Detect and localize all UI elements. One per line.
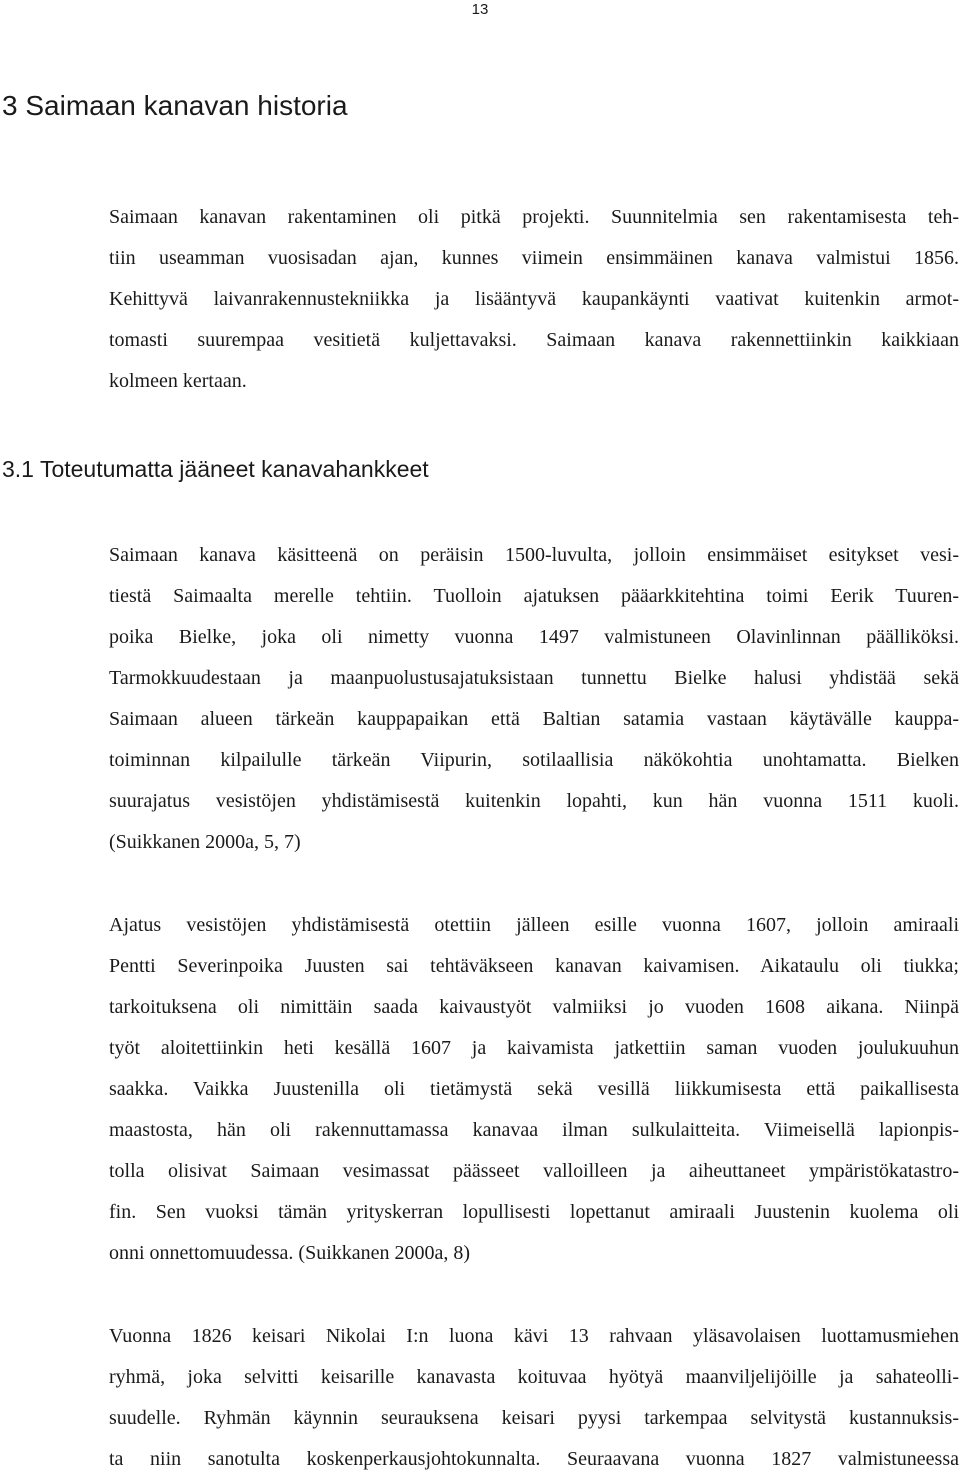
text-line: onni onnettomuudessa. (Suikkanen 2000a, 8) xyxy=(109,1242,471,1264)
text-line: tolla olisivat Saimaan vesimassat päässeet valloilleen ja aiheuttaneet ympäristökatastro- xyxy=(109,1160,959,1182)
text-line: työt aloitettiinkin heti kesällä 1607 ja kaivamista jatkettiin saman vuoden joulukuuhun xyxy=(109,1037,959,1059)
text-line: maastosta, hän oli rakennuttamassa kanavaa ilman sulkulaitteita. Viimeisellä lapionpis- xyxy=(109,1119,959,1141)
text-line: Kehittyvä laivanrakennustekniikka ja lisääntyvä kaupankäynti vaativat kuitenkin armot- xyxy=(109,288,959,310)
text-line: Saimaan kanava käsitteenä on peräisin 1500-luvulta, jolloin ensimmäiset esitykset vesi- xyxy=(109,544,959,566)
text-line: tomasti suurempaa vesitietä kuljettavaksi. Saimaan kanava rakennettiinkin kaikkiaan xyxy=(109,329,959,351)
text-line: (Suikkanen 2000a, 5, 7) xyxy=(109,831,301,853)
paragraph-nikolai xyxy=(109,1316,959,1480)
paragraph-intro xyxy=(109,197,959,402)
text-line: Pentti Severinpoika Juusten sai tehtäväkseen kanavan kaivamisen. Aikataulu oli tiukka; xyxy=(109,955,959,977)
text-line: suurajatus vesistöjen yhdistämisestä kuitenkin lopahti, kun hän vuonna 1511 kuoli. xyxy=(109,790,959,812)
chapter-title: 3 Saimaan kanavan historia xyxy=(2,90,348,121)
text-line: Ajatus vesistöjen yhdistämisestä otettiin jälleen esille vuonna 1607, jolloin amiraali xyxy=(109,914,959,936)
paragraph-juusten xyxy=(109,905,959,1274)
text-line: toiminnan kilpailulle tärkeän Viipurin, sotilaallisia näkökohtia unohtamatta. Bielken xyxy=(109,749,959,771)
text-line: poika Bielke, joka oli nimetty vuonna 1497 valmistuneen Olavinlinnan päälliköksi. xyxy=(109,626,959,648)
text-line: Saimaan kanavan rakentaminen oli pitkä projekti. Suunnitelmia sen rakentamisesta teh- xyxy=(109,206,959,228)
text-line: kolmeen kertaan. xyxy=(109,370,247,392)
page-number: 13 xyxy=(471,1,489,18)
text-line: saakka. Vaikka Juustenilla oli tietämystä sekä vesillä liikkumisesta että paikallisesta xyxy=(109,1078,959,1100)
text-line: Saimaan alueen tärkeän kauppapaikan että Baltian satamia vastaan käytävälle kauppa- xyxy=(109,708,959,730)
paragraph-bielke xyxy=(109,535,959,863)
text-line: ta niin sanotulta koskenperkausjohtokunnalta. Seuraavana vuonna 1827 valmistuneessa xyxy=(109,1448,959,1470)
text-line: ryhmä, joka selvitti keisarille kanavasta koituvaa hyötyä maanviljelijöille ja sahateolli- xyxy=(109,1366,959,1388)
text-line: Tarmokkuudestaan ja maanpuolustusajatuksistaan tunnettu Bielke halusi yhdistää sekä xyxy=(109,667,959,689)
text-line: tarkoituksena oli nimittäin saada kaivaustyöt valmiiksi jo vuoden 1608 aikana. Niinpä xyxy=(109,996,959,1018)
section-title: 3.1 Toteutumatta jääneet kanavahankkeet xyxy=(2,456,429,482)
text-line: suudelle. Ryhmän käynnin seurauksena keisari pyysi tarkempaa selvitystä kustannuksis- xyxy=(109,1407,959,1429)
text-line: Vuonna 1826 keisari Nikolai I:n luona kävi 13 rahvaan yläsavolaisen luottamusmiehen xyxy=(109,1325,959,1347)
text-line: tiin useamman vuosisadan ajan, kunnes viimein ensimmäinen kanava valmistui 1856. xyxy=(109,247,959,269)
text-line: fin. Sen vuoksi tämän yrityskerran lopullisesti lopettanut amiraali Juustenin kuolema oli xyxy=(109,1201,959,1223)
text-line: tiestä Saimaalta merelle tehtiin. Tuolloin ajatuksen pääarkkitehtina toimi Eerik Tuuren- xyxy=(109,585,959,607)
